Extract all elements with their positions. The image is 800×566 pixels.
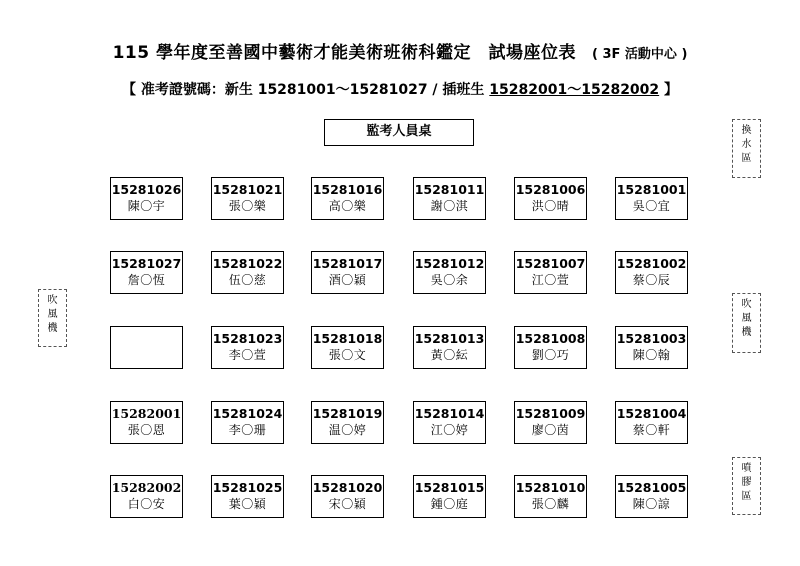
seat-number: 15281021 — [212, 182, 283, 197]
seat-number: 15281002 — [616, 256, 687, 271]
seat-number: 15281009 — [515, 406, 586, 421]
dryer-right-label: 吹 風 機 — [732, 293, 761, 353]
seat-name: 伍〇慈 — [228, 273, 267, 287]
exam-number-range — [0, 79, 800, 99]
seat — [110, 326, 183, 369]
seat-number: 15281022 — [212, 256, 283, 271]
seat-name: 張〇麟 — [531, 497, 570, 511]
title-text: 115 學年度至善國中藝術才能美術班術科鑑定 試場座位表 — [112, 43, 576, 63]
seat — [311, 475, 384, 518]
spray-area-label: 噴 膠 區 — [732, 457, 761, 515]
seat-name: 謝〇淇 — [430, 199, 469, 213]
seat — [514, 177, 587, 220]
seat — [413, 177, 486, 220]
range-transfer: 15282001～15282002 — [489, 82, 660, 98]
seat-name: 酒〇穎 — [328, 273, 367, 287]
seat — [311, 326, 384, 369]
seat-name: 白〇安 — [127, 497, 166, 511]
seat-name: 張〇文 — [328, 348, 367, 362]
seat-name: 宋〇穎 — [328, 497, 367, 511]
seat-number: 15281007 — [515, 256, 586, 271]
seat — [615, 326, 688, 369]
seat-number: 15281003 — [616, 331, 687, 346]
range-suffix: 】 — [659, 82, 679, 98]
seat — [211, 475, 284, 518]
seat — [110, 251, 183, 294]
seat — [615, 251, 688, 294]
seat-number: 15281018 — [312, 331, 383, 346]
seat-name: 温〇婷 — [328, 423, 367, 437]
seat-name: 劉〇巧 — [531, 348, 570, 362]
seat-name: 陳〇諒 — [632, 497, 671, 511]
seat — [110, 401, 183, 444]
seat — [514, 475, 587, 518]
seat-name: 陳〇宇 — [127, 199, 166, 213]
page-title — [0, 38, 800, 63]
seat-name: 蔡〇辰 — [632, 273, 671, 287]
seat-number: 15281023 — [212, 331, 283, 346]
seat — [311, 251, 384, 294]
seat — [311, 401, 384, 444]
seat-number: 15282002 — [111, 480, 182, 495]
seat — [211, 177, 284, 220]
range-prefix: 【 准考證號碼：新生 15281001～15281027 / 插班生 — [121, 82, 490, 98]
seat-name: 張〇恩 — [127, 423, 166, 437]
seat — [110, 177, 183, 220]
seat-name: 李〇萱 — [228, 348, 267, 362]
water-station-label: 換 水 區 — [732, 119, 761, 178]
seat — [615, 401, 688, 444]
seat-name: 黃〇紜 — [430, 348, 469, 362]
seat-number: 15281027 — [111, 256, 182, 271]
seat-number: 15281017 — [312, 256, 383, 271]
seat-name: 高〇樂 — [328, 199, 367, 213]
seat-name: 廖〇茵 — [531, 423, 570, 437]
seat-name: 李〇珊 — [228, 423, 267, 437]
seat-number: 15281013 — [414, 331, 485, 346]
seat — [211, 251, 284, 294]
seat-number: 15281012 — [414, 256, 485, 271]
proctor-desk: 監考人員桌 — [324, 119, 474, 146]
seat-number: 15281001 — [616, 182, 687, 197]
seat-number: 15281006 — [515, 182, 586, 197]
seat-number: 15281024 — [212, 406, 283, 421]
seat — [514, 326, 587, 369]
seat-number: 15281025 — [212, 480, 283, 495]
seat — [413, 251, 486, 294]
seat-name: 江〇婷 — [430, 423, 469, 437]
seat-number: 15281005 — [616, 480, 687, 495]
seat-number: 15281020 — [312, 480, 383, 495]
seat — [413, 401, 486, 444]
seat — [211, 326, 284, 369]
seat — [615, 475, 688, 518]
seat — [413, 475, 486, 518]
seat — [311, 177, 384, 220]
seat-name: 葉〇穎 — [228, 497, 267, 511]
seat-name: 吳〇宜 — [632, 199, 671, 213]
seat-number: 15281014 — [414, 406, 485, 421]
seat — [110, 475, 183, 518]
seat-number: 15281008 — [515, 331, 586, 346]
seat-name: 詹〇恆 — [127, 273, 166, 287]
seat-number: 15281015 — [414, 480, 485, 495]
seat-number: 15281026 — [111, 182, 182, 197]
seat-name: 蔡〇軒 — [632, 423, 671, 437]
seat — [514, 401, 587, 444]
seat-number: 15281016 — [312, 182, 383, 197]
location-text: ( 3F 活動中心 ) — [592, 47, 688, 62]
seat-name: 鍾〇庭 — [430, 497, 469, 511]
seat-number: 15282001 — [111, 406, 182, 421]
seat-name: 江〇萱 — [531, 273, 570, 287]
seat-name: 吳〇余 — [430, 273, 469, 287]
seat — [413, 326, 486, 369]
seat — [211, 401, 284, 444]
seat — [514, 251, 587, 294]
seat-number: 15281010 — [515, 480, 586, 495]
seat-name: 陳〇翰 — [632, 348, 671, 362]
seat — [615, 177, 688, 220]
seat-number: 15281011 — [414, 182, 485, 197]
seat-number: 15281019 — [312, 406, 383, 421]
seat-name: 張〇樂 — [228, 199, 267, 213]
dryer-left-label: 吹 風 機 — [38, 289, 67, 347]
seat-number: 15281004 — [616, 406, 687, 421]
seat-name: 洪〇晴 — [531, 199, 570, 213]
